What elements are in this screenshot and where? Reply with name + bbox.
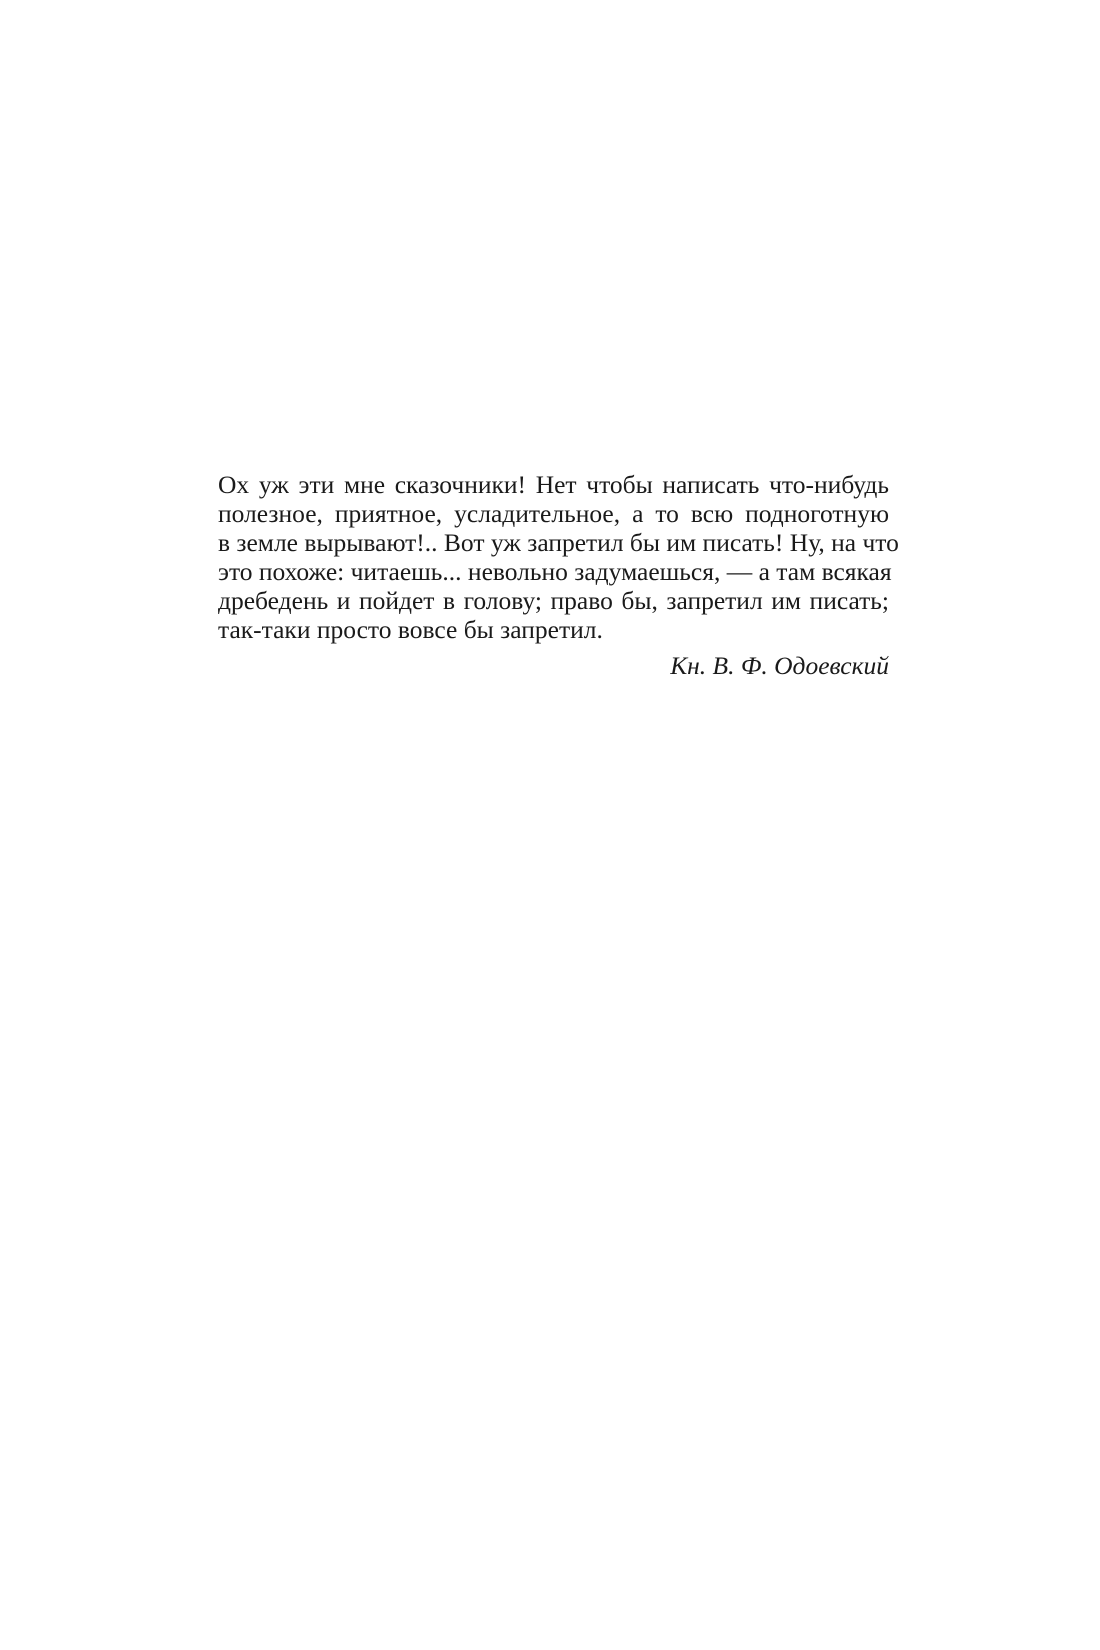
epigraph-line: так-таки просто вовсе бы запретил. — [218, 615, 603, 644]
epigraph-line: дребедень и пойдет в голову; право бы, запретил им писать; — [218, 586, 889, 615]
epigraph-line: Ох уж эти мне сказочники! Нет чтобы написать что-нибудь — [218, 470, 889, 499]
epigraph-attribution: Кн. В. Ф. Одоевский — [670, 651, 889, 680]
epigraph — [218, 470, 899, 680]
epigraph-line: в земле вырывают!.. Вот уж запретил бы им писать! Ну, на что — [218, 528, 899, 557]
epigraph-line: это похоже: читаешь... невольно задумаешься, — а там всякая — [218, 557, 892, 586]
epigraph-line: полезное, приятное, усладительное, а то всю подноготную — [218, 499, 889, 528]
epigraph-quote — [218, 470, 899, 644]
